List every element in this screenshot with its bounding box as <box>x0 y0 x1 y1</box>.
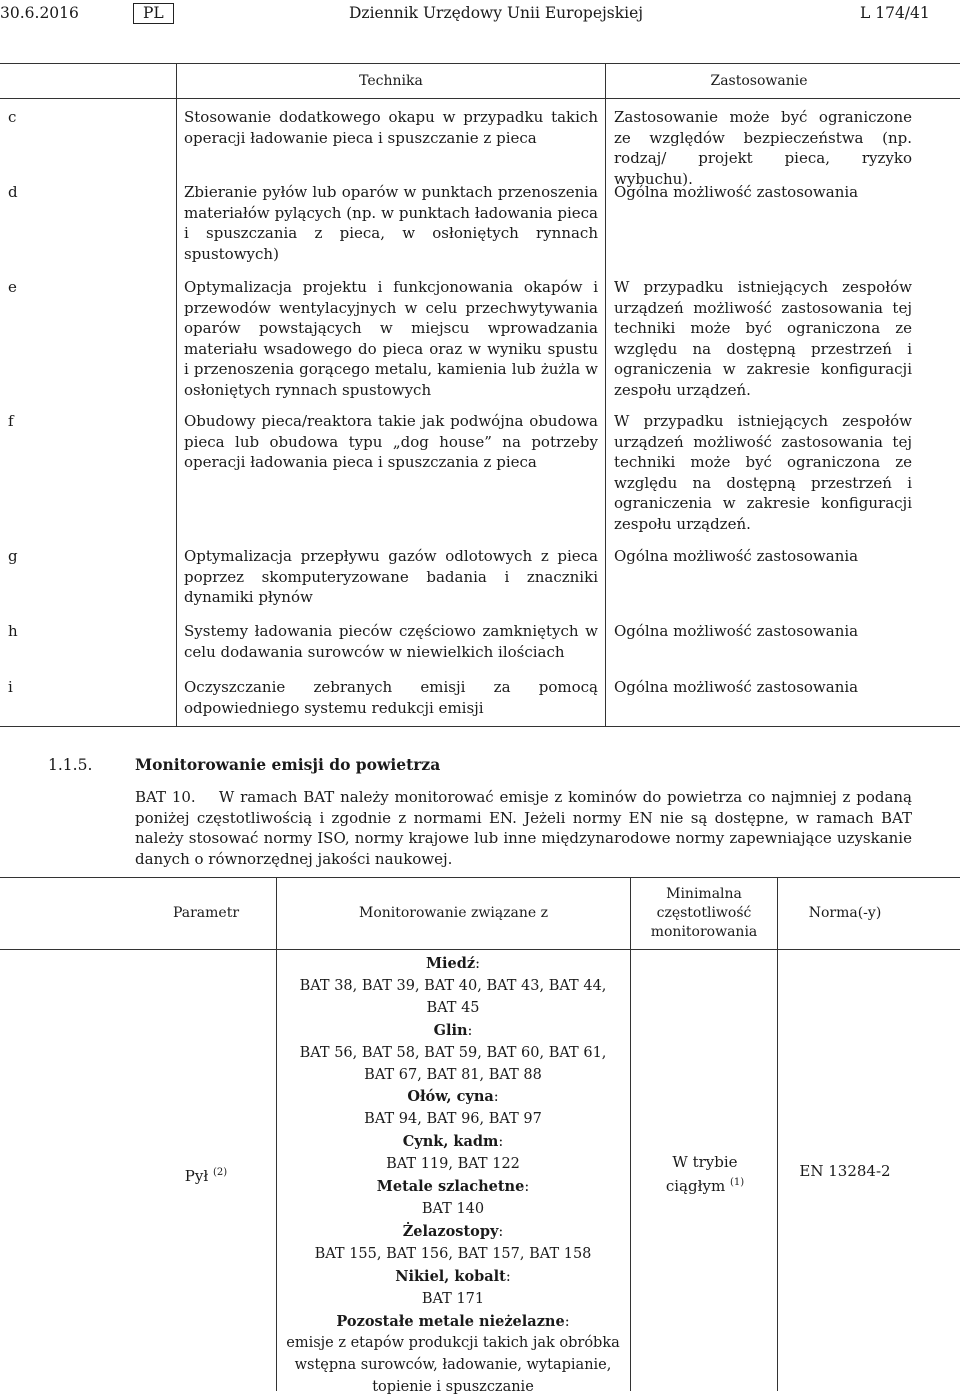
col-header-technika: Technika <box>359 73 423 89</box>
row-letter: h <box>8 622 18 640</box>
metal-group: Glin: <box>433 1021 473 1039</box>
param-name: Pył <box>184 1167 209 1185</box>
frequency-text: W trybie ciągłym <box>665 1153 738 1195</box>
table1-top-rule <box>0 63 960 64</box>
table2-col-divider <box>276 877 277 1391</box>
section-number: 1.1.5. <box>48 756 93 774</box>
param-cell <box>136 1163 276 1187</box>
technique-text: Stosowanie dodatkowego okapu w przypadku takich operacji ładowanie pieca i spuszczanie z pieca <box>184 108 598 147</box>
group-name: Ołów, cyna <box>407 1088 494 1106</box>
table2-top-rule <box>0 877 960 878</box>
group-refs: BAT 38, BAT 39, BAT 40, BAT 43, BAT 44, BAT 45 <box>299 977 607 1016</box>
application-text: Zastosowanie może być ograniczone ze względów bezpieczeństwa (np. rodzaj/ projekt pieca, ryzyko wybuchu). <box>614 108 912 188</box>
technique-text: Optymalizacja przepływu gazów odlotowych z pieca poprzez skomputeryzowane badania i znaczniki dynamiki płynów <box>184 547 598 606</box>
row-letter: d <box>8 183 18 201</box>
group-refs: BAT 94, BAT 96, BAT 97 <box>364 1111 542 1128</box>
group-refs: BAT 140 <box>421 1200 485 1217</box>
section-title: Monitorowanie emisji do powietrza <box>135 755 441 774</box>
metal-group: Nikiel, kobalt: <box>395 1267 511 1285</box>
group-refs: BAT 56, BAT 58, BAT 59, BAT 60, BAT 61, BAT 67, BAT 81, BAT 88 <box>299 1044 607 1083</box>
group-name: Metale szlachetne <box>376 1178 525 1196</box>
param-footnote: (2) <box>213 1167 228 1178</box>
bat10-text: W ramach BAT należy monitorować emisje z kominów do powietrza co najmniej z podaną poniżej częstotliwością i zgodnie z normami EN. Jeżeli normy EN nie są dostępne, w ramach BAT należy stosować normy ISO, normy krajowe lub inne międzynarodowe normy zapewniające uzyskanie danych o równorzędnej jakości naukowej. <box>135 788 912 868</box>
metal-group: Żelazostopy: <box>402 1222 504 1240</box>
technique-text: Oczyszczanie zebranych emisji za pomocą odpowiedniego systemu redukcji emisji <box>184 678 598 717</box>
metal-group: Pozostałe metale nieżelazne: <box>336 1312 570 1330</box>
frequency-cell <box>645 1152 765 1196</box>
group-refs: BAT 155, BAT 156, BAT 157, BAT 158 <box>314 1245 592 1262</box>
table2-header-rule <box>0 949 960 950</box>
application-text: W przypadku istniejących zespołów urządzeń możliwość zastosowania tej techniki może być ograniczona ze względu na dostępną przestrzeń i ograniczenia w zakresie konfiguracji zespołu urządzeń. <box>614 412 912 533</box>
application-text: Ogólna możliwość zastosowania <box>614 622 859 640</box>
metal-group: Metale szlachetne: <box>376 1178 530 1196</box>
group-name: Glin <box>433 1021 468 1039</box>
bat10-label: BAT 10. <box>135 788 196 806</box>
bat10-paragraph <box>135 787 912 869</box>
table2-col-divider <box>630 877 631 1391</box>
group-name: Nikiel, kobalt <box>395 1267 506 1285</box>
journal-title: Dziennik Urzędowy Unii Europejskiej <box>349 4 644 22</box>
table1-header-rule <box>0 98 960 99</box>
group-name: Cynk, kadm <box>402 1133 499 1151</box>
metal-group: Ołów, cyna: <box>407 1088 499 1106</box>
table1-col-divider <box>605 63 606 726</box>
technique-text: Optymalizacja projektu i funkcjonowania okapów i przewodów wentylacyjnych w celu przechwytywania oparów powstających w miejscu wprowadzania materiału wsadowego do pieca oraz w wyniku spustu i przenoszenia gorącego metalu, kamienia lub żużla w osłoniętych rynnach spustowych <box>184 278 598 399</box>
page-header <box>0 4 960 26</box>
row-letter: c <box>8 108 17 126</box>
group-name: Żelazostopy <box>402 1222 499 1240</box>
group-refs: BAT 119, BAT 122 <box>386 1156 520 1173</box>
row-letter: f <box>8 412 14 430</box>
group-refs: emisje z etapów produkcji takich jak obróbka wstępna surowców, ładowanie, wytapianie, topienie i spuszczanie <box>286 1335 620 1396</box>
metal-group: Miedź: <box>425 955 481 972</box>
language-badge: PL <box>133 3 174 24</box>
group-name: Miedź <box>425 955 476 972</box>
row-letter: g <box>8 547 18 565</box>
norm-cell: EN 13284-2 <box>799 1162 891 1180</box>
table1-bottom-rule <box>0 726 960 727</box>
row-letter: e <box>8 278 17 296</box>
application-text: W przypadku istniejących zespołów urządzeń możliwość zastosowania tej techniki może być ograniczona ze względu na dostępną przestrzeń i ograniczenia w zakresie konfiguracji zespołu urządzeń. <box>614 278 912 399</box>
col-header-related: Monitorowanie związane z <box>358 905 549 921</box>
header-date: 30.6.2016 <box>0 4 79 22</box>
table1-col-divider <box>176 63 177 726</box>
row-letter: i <box>8 678 13 696</box>
technique-text: Zbieranie pyłów lub oparów w punktach przenoszenia materiałów pylących (np. w punktach ładowania pieca i spuszczania z pieca, w osłoniętych rynnach spustowych) <box>184 183 598 263</box>
col-header-norm: Norma(-y) <box>808 905 882 921</box>
frequency-footnote: (1) <box>729 1176 745 1188</box>
col-header-frequency: Minimalna częstotliwość monitorowania <box>650 886 758 940</box>
related-bat-list <box>283 953 623 1399</box>
page-number: L 174/41 <box>860 4 930 22</box>
col-header-parametr: Parametr <box>172 905 240 921</box>
metal-group: Cynk, kadm: <box>402 1133 504 1151</box>
col-header-zastosowanie: Zastosowanie <box>710 73 808 89</box>
technique-text: Obudowy pieca/reaktora takie jak podwójna obudowa pieca lub obudowa typu „dog house” na potrzeby operacji ładowania pieca i spuszczania z pieca <box>184 412 598 471</box>
technique-text: Systemy ładowania pieców częściowo zamkniętych w celu dodawania surowców w niewielkich ilościach <box>184 622 598 661</box>
group-name: Pozostałe metale nieżelazne <box>336 1312 565 1330</box>
table2-col-divider <box>777 877 778 1391</box>
application-text: Ogólna możliwość zastosowania <box>614 183 859 201</box>
group-refs: BAT 171 <box>421 1290 485 1307</box>
application-text: Ogólna możliwość zastosowania <box>614 678 859 696</box>
application-text: Ogólna możliwość zastosowania <box>614 547 859 565</box>
